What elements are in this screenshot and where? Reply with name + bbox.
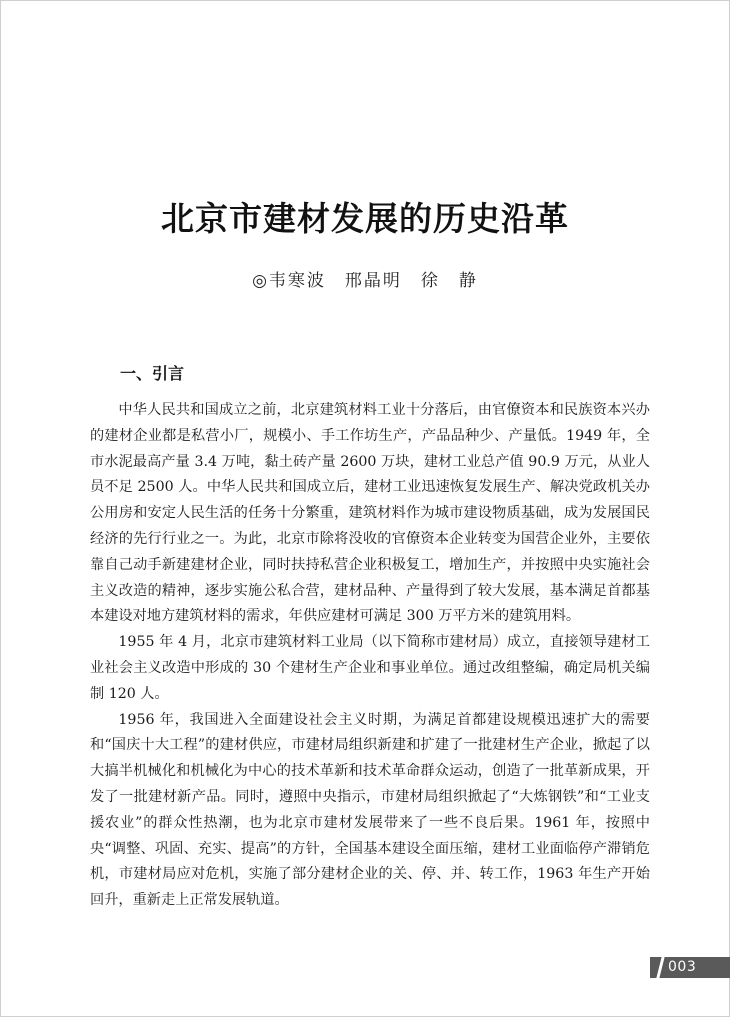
slash-decoration-icon — [650, 957, 664, 978]
page-number: 003 — [668, 959, 697, 975]
paragraph-1: 中华人民共和国成立之前，北京建筑材料工业十分落后，由官僚资本和民族资本兴办的建材企业都是私营小厂，规模小、手工作坊生产，产品品种少、产量低。1949 年，全市水泥最高产量 3.4 万吨，黏土砖产量 2600 万块，建材工业总产值 90.9 万元，从业人员不足 2500 人。中华人民共和国成立后，建材工业迅速恢复发展生产、解决党政机关办公用房和安定人民生活的任务十分繁重，建筑材料作为城市建设物质基础，成为发展国民经济的先行行业之一。为此，北京市除将没收的官僚资本企业转变为国营企业外，主要依靠自己动手新建建材企业，同时扶持私营企业积极复工，增加生产，并按照中央实施社会主义改造的精神，逐步实施公私合营，建材品种、产量得到了较大发展，基本满足首都基本建设对地方建筑材料的需求，年供应建材可满足 300 万平方米的建筑用料。 — [90, 402, 650, 625]
paragraph-3: 1956 年，我国进入全面建设社会主义时期，为满足首都建设规模迅速扩大的需要和“国庆十大工程”的建材供应，市建材局组织新建和扩建了一批建材生产企业，掀起了以大搞半机械化和机械化为中心的技术革新和技术革命群众运动，创造了一批革新成果，开发了一批建材新产品。同时，遵照中央指示，市建材局组织掀起了“大炼钢铁”和“工业支援农业”的群众性热潮，也为北京市建材发展带来了一些不良后果。1961 年，按照中央“调整、巩固、充实、提高”的方针，全国基本建设全面压缩，建材工业面临停产滞销危机，市建材局应对危机，实施了部分建材企业的关、停、并、转工作，1963 年生产开始回升，重新走上正常发展轨道。 — [90, 711, 650, 909]
article-title: 北京市建材发展的历史沿革 — [161, 199, 569, 238]
article-body — [90, 398, 650, 914]
page-number-tab — [650, 957, 730, 978]
paragraph-2: 1955 年 4 月，北京市建筑材料工业局（以下简称市建材局）成立，直接领导建材工业社会主义改造中形成的 30 个建材生产企业和事业单位。通过改组整编，确定局机关编制 120 人。 — [90, 634, 650, 702]
article-authors: ◎韦寒波 邢晶明 徐 静 — [252, 271, 478, 291]
section-heading: 一、引言 — [120, 364, 185, 383]
